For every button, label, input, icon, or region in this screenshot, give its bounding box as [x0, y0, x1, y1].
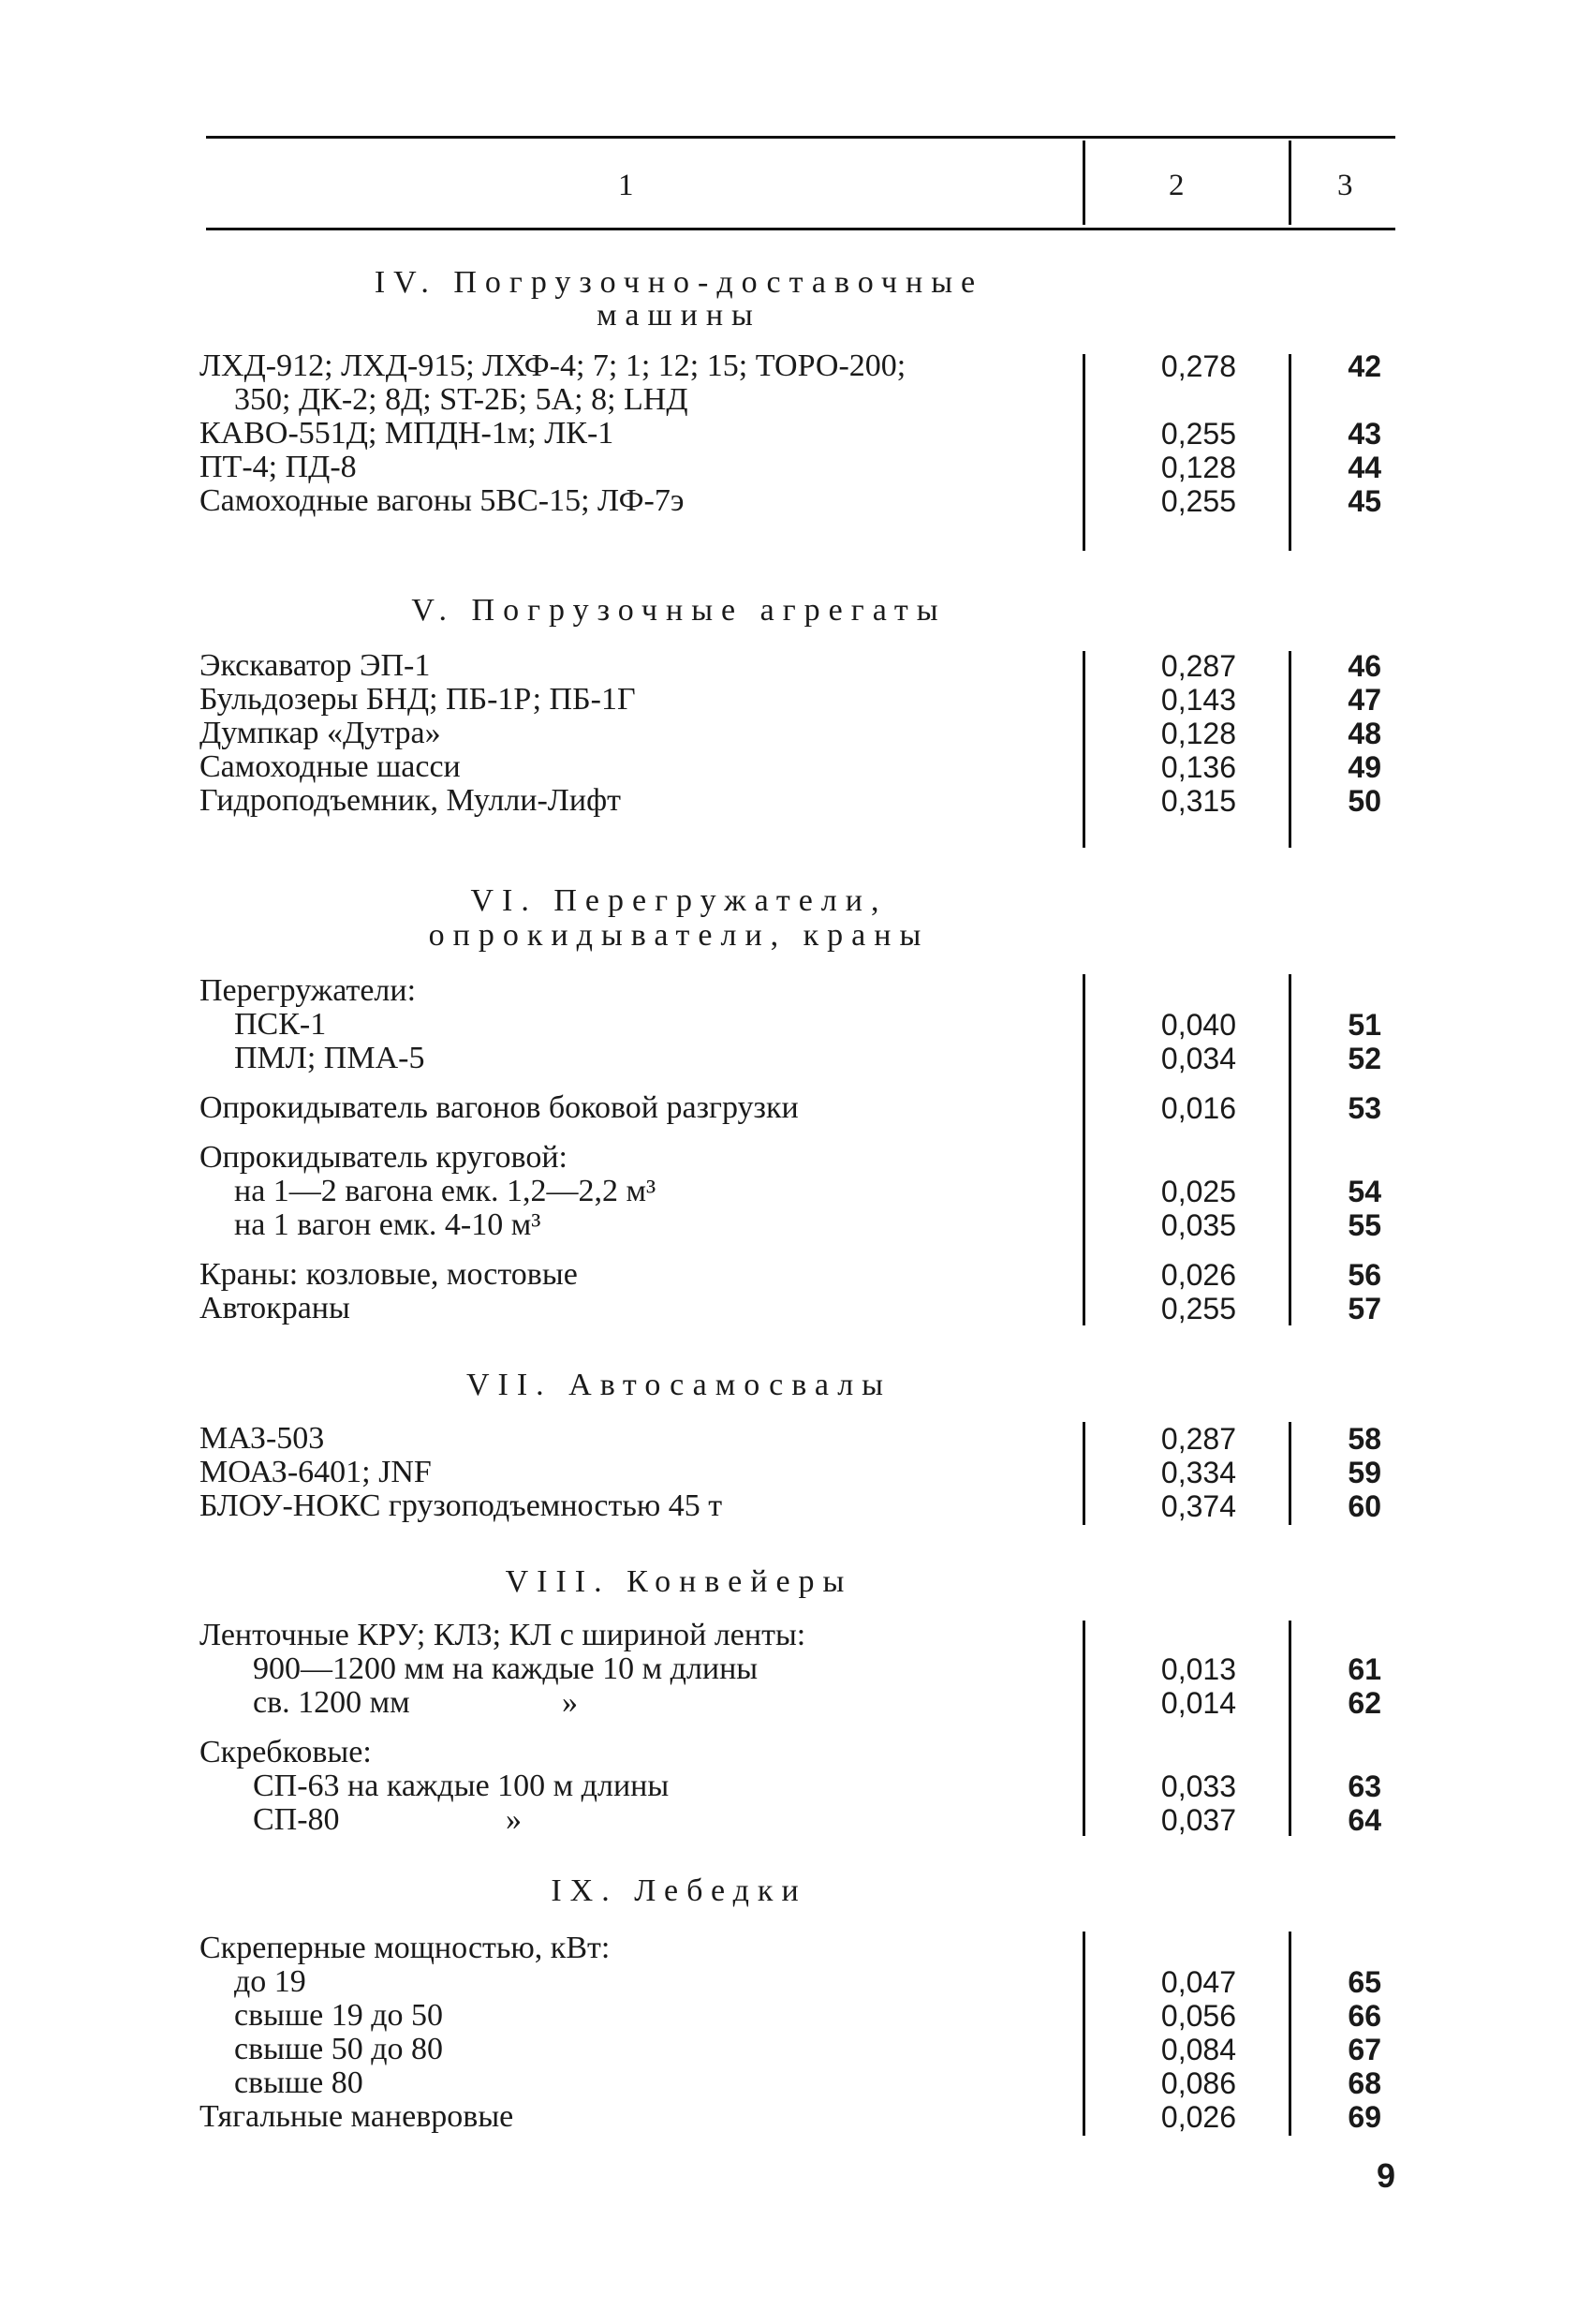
table-row: [0, 1965, 1592, 1999]
row-value: 0,086: [1160, 2066, 1236, 2100]
row-label: Самоходные шасси: [199, 749, 461, 784]
table-row: [0, 451, 1592, 484]
row-number: 69: [1348, 2100, 1381, 2134]
section-title: машины: [597, 298, 761, 333]
table-row: [0, 717, 1592, 750]
row-value: 0,034: [1160, 1042, 1236, 1075]
row-value: 0,278: [1160, 349, 1236, 383]
row-value: 0,136: [1160, 750, 1236, 784]
row-value: 0,255: [1160, 484, 1236, 518]
section-title: опрокидыватели, краны: [428, 918, 930, 953]
row-number: 43: [1348, 417, 1381, 451]
table-row: [0, 417, 1592, 451]
row-label: 900—1200 мм на каждые 10 м длины: [253, 1651, 759, 1686]
row-number: 52: [1348, 1042, 1381, 1075]
row-number: 47: [1348, 683, 1381, 717]
row-number: 55: [1348, 1208, 1381, 1242]
row-number: 67: [1348, 2033, 1381, 2066]
row-label: Бульдозеры БНД; ПБ-1Р; ПБ-1Г: [199, 682, 636, 717]
row-value: 0,014: [1160, 1686, 1236, 1720]
ditto-mark: »: [562, 1685, 578, 1720]
row-value: 0,128: [1160, 717, 1236, 750]
row-label: Скребковые:: [199, 1735, 372, 1769]
row-label: Опрокидыватель вагонов боковой разгрузки: [199, 1090, 799, 1125]
section-title: VII. Автосамосвалы: [465, 1368, 892, 1402]
table-row: [0, 1769, 1592, 1803]
column-divider: [1083, 141, 1085, 225]
table-row: [0, 484, 1592, 518]
row-value: 0,334: [1160, 1456, 1236, 1489]
row-label: СП-63 на каждые 100 м длины: [253, 1769, 670, 1803]
row-number: 54: [1348, 1175, 1381, 1208]
row-number: 63: [1348, 1769, 1381, 1803]
row-label: Краны: козловые, мостовые: [199, 1257, 578, 1292]
row-label: Экскаватор ЭП-1: [199, 648, 431, 683]
row-number: 57: [1348, 1292, 1381, 1325]
row-label: МОАЗ-6401; JNF: [199, 1455, 432, 1489]
table-row: [0, 2100, 1592, 2134]
row-number: 60: [1348, 1489, 1381, 1523]
row-label: Тягальные маневровые: [199, 2099, 514, 2134]
table-row: [0, 1619, 1592, 1652]
row-label: БЛОУ-НОКС грузоподъемностью 45 т: [199, 1488, 723, 1523]
section-title: VIII. Конвейеры: [505, 1564, 853, 1599]
row-value: 0,026: [1160, 1258, 1236, 1292]
row-number: 59: [1348, 1456, 1381, 1489]
row-label: свыше 80: [234, 2065, 363, 2100]
table-row: [0, 1736, 1592, 1769]
row-value: 0,128: [1160, 451, 1236, 484]
row-value: 0,374: [1160, 1489, 1236, 1523]
row-value: 0,255: [1160, 417, 1236, 451]
table-row: [0, 1141, 1592, 1175]
row-value: 0,016: [1160, 1091, 1236, 1125]
table-row: [0, 784, 1592, 818]
row-number: 48: [1348, 717, 1381, 750]
row-number: 51: [1348, 1008, 1381, 1042]
table-top-rule: [206, 136, 1395, 139]
table-row: [0, 750, 1592, 784]
row-label: 350; ДК-2; 8Д; ST-2Б; 5А; 8; LНД: [234, 382, 688, 417]
row-label: на 1 вагон емк. 4-10 м³: [234, 1207, 541, 1242]
table-row: [0, 683, 1592, 717]
row-value: 0,255: [1160, 1292, 1236, 1325]
table-row: [0, 2066, 1592, 2100]
table-row: [0, 2033, 1592, 2066]
table-row: [0, 649, 1592, 683]
row-label: Гидроподъемник, Мулли-Лифт: [199, 783, 621, 818]
row-label: Ленточные КРУ; КЛЗ; КЛ с шириной ленты:: [199, 1618, 806, 1652]
row-number: 61: [1348, 1652, 1381, 1686]
page-number: 9: [1377, 2156, 1396, 2195]
row-number: 62: [1348, 1686, 1381, 1720]
row-label: Автокраны: [199, 1291, 350, 1325]
row-number: 50: [1348, 784, 1381, 818]
ditto-mark: »: [506, 1802, 522, 1837]
row-label: Перегружатели:: [199, 973, 417, 1008]
table-row: [0, 1489, 1592, 1523]
row-value: 0,143: [1160, 683, 1236, 717]
row-number: 42: [1348, 349, 1381, 383]
row-value: 0,287: [1160, 649, 1236, 683]
header-col-3: 3: [1337, 169, 1353, 202]
row-label: Опрокидыватель круговой:: [199, 1140, 568, 1175]
table-row: [0, 1686, 1592, 1720]
row-value: 0,013: [1160, 1652, 1236, 1686]
table-row: [0, 1008, 1592, 1042]
table-row: [0, 974, 1592, 1008]
row-label: св. 1200 мм: [253, 1685, 410, 1720]
table-row: [0, 1422, 1592, 1456]
section-title: VI. Перегружатели,: [470, 883, 888, 918]
table-row: [0, 1932, 1592, 1965]
table-row: [0, 1258, 1592, 1292]
row-number: 53: [1348, 1091, 1381, 1125]
row-value: 0,040: [1160, 1008, 1236, 1042]
row-value: 0,026: [1160, 2100, 1236, 2134]
section-title: IX. Лебедки: [551, 1873, 807, 1908]
column-divider: [1289, 141, 1291, 225]
header-col-2: 2: [1169, 169, 1185, 202]
row-label: свыше 50 до 80: [234, 2032, 444, 2066]
table-row: [0, 1292, 1592, 1325]
table-row: [0, 1091, 1592, 1125]
row-label: ПТ-4; ПД-8: [199, 450, 357, 484]
row-number: 65: [1348, 1965, 1381, 1999]
row-label: Скреперные мощностью, кВт:: [199, 1931, 611, 1965]
section-title: IV. Погрузочно-доставочные: [374, 265, 984, 300]
row-label: Думпкар «Дутра»: [199, 716, 441, 750]
row-number: 45: [1348, 484, 1381, 518]
table-row: [0, 1456, 1592, 1489]
row-label: СП-80: [253, 1802, 340, 1837]
table-header-rule: [206, 228, 1395, 230]
row-number: 49: [1348, 750, 1381, 784]
table-row: [0, 1042, 1592, 1075]
row-label: свыше 19 до 50: [234, 1998, 444, 2033]
table-row: [0, 349, 1592, 383]
header-col-1: 1: [618, 169, 634, 202]
row-number: 56: [1348, 1258, 1381, 1292]
row-label: ПСК-1: [234, 1007, 327, 1042]
table-row: [0, 1175, 1592, 1208]
row-value: 0,056: [1160, 1999, 1236, 2033]
row-number: 66: [1348, 1999, 1381, 2033]
row-value: 0,037: [1160, 1803, 1236, 1837]
row-value: 0,084: [1160, 2033, 1236, 2066]
row-number: 68: [1348, 2066, 1381, 2100]
table-row: [0, 1208, 1592, 1242]
row-number: 64: [1348, 1803, 1381, 1837]
row-label: Самоходные вагоны 5ВС-15; ЛФ-7э: [199, 483, 685, 518]
row-value: 0,287: [1160, 1422, 1236, 1456]
row-number: 58: [1348, 1422, 1381, 1456]
row-value: 0,035: [1160, 1208, 1236, 1242]
row-label: МАЗ-503: [199, 1421, 325, 1456]
row-label: ЛХД-912; ЛХД-915; ЛХФ-4; 7; 1; 12; 15; ТОРО-200;: [199, 348, 907, 383]
table-row: [0, 383, 1592, 417]
row-label: КАВО-551Д; МПДН-1м; ЛК-1: [199, 416, 614, 451]
table-row: [0, 1999, 1592, 2033]
row-number: 46: [1348, 649, 1381, 683]
row-label: на 1—2 вагона емк. 1,2—2,2 м³: [234, 1174, 656, 1208]
table-row: [0, 1652, 1592, 1686]
row-label: до 19: [234, 1964, 306, 1999]
row-value: 0,315: [1160, 784, 1236, 818]
row-number: 44: [1348, 451, 1381, 484]
row-value: 0,047: [1160, 1965, 1236, 1999]
row-value: 0,025: [1160, 1175, 1236, 1208]
row-label: ПМЛ; ПМА-5: [234, 1041, 425, 1075]
section-title: V. Погрузочные агрегаты: [411, 593, 947, 628]
row-value: 0,033: [1160, 1769, 1236, 1803]
table-row: [0, 1803, 1592, 1837]
